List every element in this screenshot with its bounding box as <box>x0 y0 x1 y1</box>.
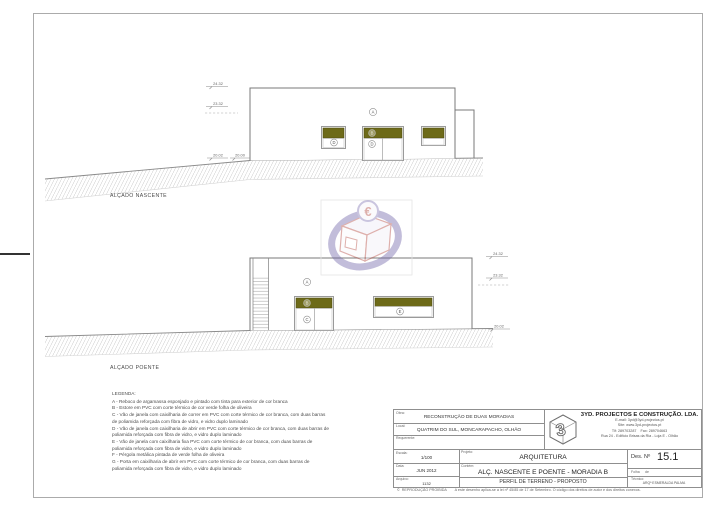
level-marker-ground <box>488 324 510 332</box>
svg-text:20.02: 20.02 <box>213 152 223 158</box>
legend-line: F - Pérgola metálica pintada de verde folha de oliveira <box>112 452 225 458</box>
svg-text:24.32: 24.32 <box>213 81 223 86</box>
svg-text:20.02: 20.02 <box>494 323 504 329</box>
mark-circle-c <box>304 316 311 323</box>
company-phone: Tlf: 289703287 Fax: 289704663 <box>611 428 668 433</box>
svg-text:24.32: 24.32 <box>493 251 503 256</box>
escala-value: 1/100 <box>420 455 433 460</box>
mark-circle-b <box>369 130 376 137</box>
level-marker-top <box>206 81 228 89</box>
svg-text:A: A <box>371 109 375 115</box>
obra-value: RECONSTRUÇÃO DE DUAS MORADIAS <box>423 415 515 420</box>
svg-text:20.00: 20.00 <box>235 152 245 158</box>
data-label: Data: <box>396 464 405 468</box>
company-watermark-logo <box>315 195 420 280</box>
des-value: 15.1 <box>657 451 679 463</box>
svg-text:C: C <box>305 317 309 323</box>
legend-block <box>112 391 329 472</box>
legend-line: B - Estore em PVC com corte térmico de cor verde folha de oliveira <box>112 405 252 411</box>
mark-circle-e <box>397 308 404 315</box>
folha-label: Folha <box>631 469 640 474</box>
svg-text:3: 3 <box>554 419 568 441</box>
legend-line: A - Reboco de argamassa esponjado e pintado com tinta para exterior de cor branca <box>112 398 288 404</box>
tecnico-label: Técnico: <box>631 476 645 481</box>
company-name: 3YD. PROJECTOS E CONSTRUÇÃO. LDA. <box>580 411 699 418</box>
svg-text:23.32: 23.32 <box>213 101 223 106</box>
legend-line: poliamida reforçada com fibra de vidro, e vidro duplo laminado <box>112 432 242 438</box>
title-block <box>393 409 702 488</box>
mark-circle-b <box>304 300 311 307</box>
arquivo-value: 1132 <box>422 480 431 486</box>
des-label: Des. Nº <box>631 454 651 460</box>
svg-text:A: A <box>305 279 309 285</box>
obra-label: Obra: <box>396 411 405 415</box>
contem-line2: PERFIL DE TERRENO - PROPOSTO <box>499 479 587 485</box>
door-bc <box>295 297 334 331</box>
escala-label: Escala: <box>396 450 408 455</box>
svg-text:23.32: 23.32 <box>493 272 503 278</box>
contem-label: Contém: <box>461 464 475 468</box>
legend-line: poliamida reforçada com fibra de vidro, e vidro duplo laminado <box>112 445 242 451</box>
tecnico-value: ARQª ESMERALDA PALMA <box>642 481 686 485</box>
data-value: JUN 2012 <box>416 468 437 473</box>
svg-text:D: D <box>370 141 374 147</box>
arquivo-label: Arquivo: <box>396 476 409 481</box>
window-d-left <box>322 127 346 149</box>
mark-circle-d2 <box>369 141 376 148</box>
svg-text:B: B <box>370 130 374 136</box>
company-email: E-mail: 3yd@3yd-projectos.pt <box>615 417 664 422</box>
folha-de: de <box>645 469 649 474</box>
level-marker-ground-left <box>207 153 228 161</box>
ground-hatch <box>45 329 493 357</box>
svg-text:E: E <box>398 309 402 315</box>
copyright-line: © REPRODUÇÃO PROIBIDA A este desenho aplica-se a lei nº 45/85 de 17 de Setembro. O código dos direitos de autor e dos direitos conexos. <box>397 488 641 492</box>
door-bd-center <box>363 127 404 161</box>
projeto-label: Projeto: <box>461 450 474 454</box>
company-info <box>580 412 699 440</box>
legend-line: D - Vão de janela com caixilharia de abrir em PVC com corte térmico de cor branca, com duas barras de <box>112 425 330 431</box>
legend-line: de poliamida reforçada com fibra de vidro, e vidro duplo laminado <box>112 418 249 424</box>
legend-title: LEGENDA: <box>112 391 136 396</box>
poente-elevation-title: ALÇADO POENTE <box>110 365 160 371</box>
legend-line: C - Vão de janela com caixilharia de correr em PVC com corte térmico de cor branca, com duas barras <box>112 412 326 418</box>
level-marker-mid <box>486 273 508 281</box>
level-marker-top <box>486 251 508 259</box>
window-e <box>374 297 434 318</box>
nascente-elevation-drawing <box>40 75 510 207</box>
level-marker-mid <box>206 101 228 109</box>
local-value: QUATRIM DO SUL, MONCARAPACHO, OLHÃO <box>416 427 522 433</box>
company-site: Site: www.3yd-projectos.pt <box>617 423 662 428</box>
nascente-elevation-title: ALÇADO NASCENTE <box>110 193 168 199</box>
company-address: Rua 24 - Edifício Brisas da Ria - Loja E - Olhão <box>600 434 679 439</box>
poente-elevation-drawing <box>40 248 520 380</box>
company-logo <box>547 413 579 447</box>
level-marker-ground-right <box>230 153 250 161</box>
mark-circle-d1 <box>331 139 338 146</box>
legend-line: poliamida reforçada com fibra de vidro, e vidro duplo laminado <box>112 465 242 471</box>
legend-line: E - Vão de janela com caixilharia fixa PVC com corte térmico de cor branca, com duas barras de <box>112 438 313 444</box>
legend-line: G - Porta em caixilharia de abrir em PVC com corte térmico de cor branca, com duas barras de <box>112 459 310 465</box>
fold-mark <box>0 253 30 255</box>
local-label: Local: <box>396 424 406 428</box>
window-right <box>422 127 446 146</box>
watermark-euro-badge <box>358 201 378 221</box>
projeto-value: ARQUITETURA <box>519 454 567 461</box>
svg-text:B: B <box>305 300 309 306</box>
requerente-label: Requerente: <box>396 436 416 440</box>
svg-text:D: D <box>332 140 336 146</box>
svg-text:€: € <box>364 204 372 219</box>
contem-line1: ALÇ. NASCENTE E POENTE - MORADIA B <box>477 468 609 476</box>
